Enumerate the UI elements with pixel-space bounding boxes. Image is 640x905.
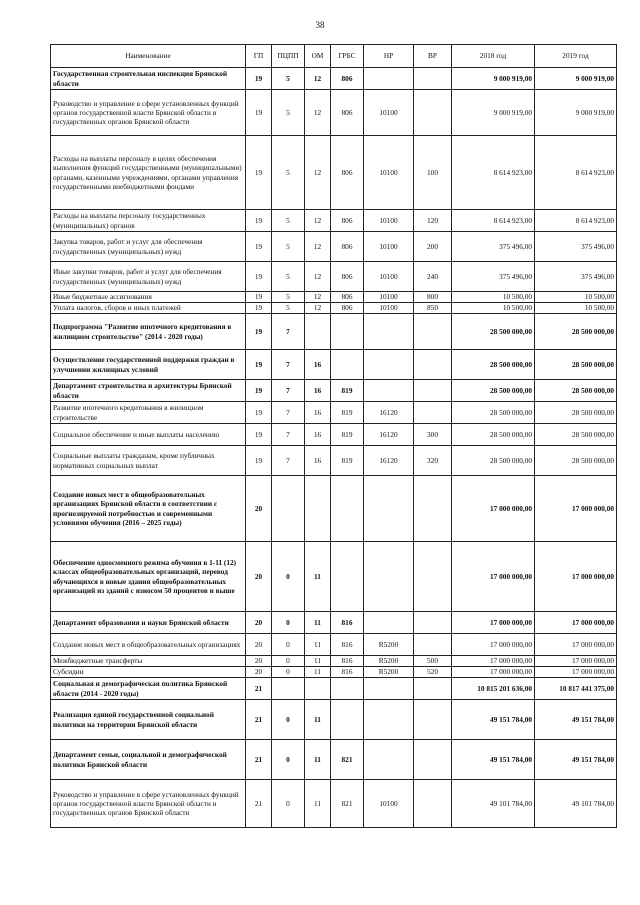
- row-name: Развитие ипотечного кредитования в жилищном строительстве: [51, 402, 246, 424]
- row-nr: R5200: [364, 656, 414, 667]
- row-nr: [364, 314, 414, 350]
- table-row: [51, 262, 617, 292]
- row-vr: 850: [414, 303, 452, 314]
- table-row: [51, 314, 617, 350]
- row-grbs: 806: [331, 90, 364, 136]
- row-amount-2018: 17 000 000,00: [452, 667, 535, 678]
- row-gp: 19: [246, 424, 272, 446]
- table-header-row: [51, 45, 617, 68]
- row-grbs: 806: [331, 136, 364, 210]
- row-om: 16: [305, 446, 331, 476]
- row-amount-2019: 17 000 000,00: [535, 667, 617, 678]
- row-grbs: 819: [331, 424, 364, 446]
- row-pgp: 7: [272, 350, 305, 380]
- row-nr: [364, 68, 414, 90]
- page-number: 38: [315, 20, 325, 30]
- row-om: 12: [305, 136, 331, 210]
- row-gp: 21: [246, 700, 272, 740]
- row-pgp: 5: [272, 210, 305, 232]
- table-row: [51, 634, 617, 656]
- row-gp: 21: [246, 678, 272, 700]
- row-name: Реализация единой государственной социальной политики на территории Брянской области: [51, 700, 246, 740]
- row-om: 12: [305, 90, 331, 136]
- row-name: Социальное обеспечение и иные выплаты населению: [51, 424, 246, 446]
- row-gp: 20: [246, 542, 272, 612]
- row-amount-2018: 28 500 000,00: [452, 402, 535, 424]
- row-name: Подпрограмма "Развитие ипотечного кредитования в жилищном строительстве" (2014 - 2020 годы): [51, 314, 246, 350]
- row-pgp: 7: [272, 380, 305, 402]
- row-gp: 19: [246, 402, 272, 424]
- row-vr: 320: [414, 446, 452, 476]
- column-header-pgp: ПЦПП: [272, 45, 305, 68]
- row-gp: 19: [246, 380, 272, 402]
- row-name: Иные бюджетные ассигнования: [51, 292, 246, 303]
- row-name: Руководство и управление в сфере установленных функций органов государственной власти Брянской области и государственных органов Брянской области: [51, 90, 246, 136]
- row-amount-2018: 28 500 000,00: [452, 446, 535, 476]
- row-pgp: [272, 476, 305, 542]
- table-row: [51, 780, 617, 828]
- table-row: [51, 402, 617, 424]
- row-grbs: [331, 314, 364, 350]
- row-pgp: [272, 678, 305, 700]
- row-om: 11: [305, 740, 331, 780]
- row-name: Социальная и демографическая политика Брянской области (2014 - 2020 годы): [51, 678, 246, 700]
- row-grbs: 816: [331, 667, 364, 678]
- row-grbs: 819: [331, 380, 364, 402]
- row-amount-2019: 10 500,00: [535, 303, 617, 314]
- row-grbs: [331, 476, 364, 542]
- row-pgp: 0: [272, 542, 305, 612]
- table-row: [51, 740, 617, 780]
- table-row: [51, 700, 617, 740]
- row-om: 11: [305, 656, 331, 667]
- row-vr: [414, 314, 452, 350]
- row-om: 16: [305, 424, 331, 446]
- row-name: Руководство и управление в сфере установленных функций органов государственной власти Брянской области и государственных органов Брянской области: [51, 780, 246, 828]
- row-nr: 10100: [364, 136, 414, 210]
- row-pgp: 0: [272, 634, 305, 656]
- table-row: [51, 667, 617, 678]
- row-amount-2018: 28 500 000,00: [452, 314, 535, 350]
- row-gp: 19: [246, 303, 272, 314]
- row-om: 12: [305, 68, 331, 90]
- row-om: 16: [305, 402, 331, 424]
- row-gp: 19: [246, 68, 272, 90]
- row-vr: 520: [414, 667, 452, 678]
- row-grbs: 821: [331, 740, 364, 780]
- column-header-name: Наименование: [51, 45, 246, 68]
- table-row: [51, 292, 617, 303]
- column-header-om: ОМ: [305, 45, 331, 68]
- row-nr: 10100: [364, 292, 414, 303]
- row-om: 11: [305, 780, 331, 828]
- row-name: Уплата налогов, сборов и иных платежей: [51, 303, 246, 314]
- row-amount-2018: 17 000 000,00: [452, 656, 535, 667]
- row-pgp: 0: [272, 700, 305, 740]
- row-om: [305, 476, 331, 542]
- row-nr: 10100: [364, 232, 414, 262]
- row-amount-2019: 9 000 919,00: [535, 68, 617, 90]
- row-pgp: 5: [272, 303, 305, 314]
- row-name: Департамент строительства и архитектуры Брянской области: [51, 380, 246, 402]
- row-pgp: 5: [272, 136, 305, 210]
- row-pgp: 0: [272, 667, 305, 678]
- row-gp: 20: [246, 667, 272, 678]
- row-vr: [414, 780, 452, 828]
- row-vr: 100: [414, 136, 452, 210]
- row-amount-2018: 17 000 000,00: [452, 612, 535, 634]
- table-row: [51, 303, 617, 314]
- row-amount-2019: 49 101 784,00: [535, 780, 617, 828]
- row-nr: 10100: [364, 90, 414, 136]
- row-amount-2019: 17 000 000,00: [535, 656, 617, 667]
- row-pgp: 7: [272, 402, 305, 424]
- table-row: [51, 612, 617, 634]
- row-om: [305, 314, 331, 350]
- table-row: [51, 350, 617, 380]
- row-gp: 20: [246, 612, 272, 634]
- row-grbs: 819: [331, 446, 364, 476]
- row-amount-2019: 17 000 000,00: [535, 542, 617, 612]
- row-nr: [364, 476, 414, 542]
- row-grbs: 806: [331, 292, 364, 303]
- row-name: Социальные выплаты гражданам, кроме публичных нормативных социальных выплат: [51, 446, 246, 476]
- row-name: Департамент семьи, социальной и демографической политики Брянской области: [51, 740, 246, 780]
- row-amount-2018: 28 500 000,00: [452, 380, 535, 402]
- row-om: 12: [305, 303, 331, 314]
- row-grbs: 806: [331, 303, 364, 314]
- row-vr: 200: [414, 232, 452, 262]
- row-gp: 19: [246, 210, 272, 232]
- row-pgp: 0: [272, 612, 305, 634]
- row-amount-2018: 375 496,00: [452, 232, 535, 262]
- row-amount-2019: 17 000 000,00: [535, 634, 617, 656]
- row-name: Расходы на выплаты персоналу в целях обеспечения выполнения функций государственными (муниципальными) органами, казенными учреждениями, органами управления государственными внебюджетными фондами: [51, 136, 246, 210]
- row-vr: [414, 612, 452, 634]
- row-grbs: 821: [331, 780, 364, 828]
- row-nr: 10100: [364, 262, 414, 292]
- row-nr: 16120: [364, 402, 414, 424]
- row-grbs: [331, 542, 364, 612]
- row-amount-2019: 9 000 919,00: [535, 90, 617, 136]
- row-amount-2019: 28 500 000,00: [535, 350, 617, 380]
- column-header-2018: 2018 год: [452, 45, 535, 68]
- row-nr: 16120: [364, 424, 414, 446]
- row-gp: 19: [246, 90, 272, 136]
- table-row: [51, 68, 617, 90]
- row-pgp: 5: [272, 68, 305, 90]
- row-nr: [364, 350, 414, 380]
- row-gp: 21: [246, 740, 272, 780]
- table-row: [51, 424, 617, 446]
- row-vr: 500: [414, 656, 452, 667]
- row-name: Департамент образования и науки Брянской области: [51, 612, 246, 634]
- row-nr: [364, 678, 414, 700]
- row-pgp: 5: [272, 262, 305, 292]
- row-gp: 20: [246, 476, 272, 542]
- row-om: 11: [305, 700, 331, 740]
- row-nr: 10100: [364, 303, 414, 314]
- row-grbs: 806: [331, 210, 364, 232]
- row-vr: 800: [414, 292, 452, 303]
- row-grbs: 806: [331, 68, 364, 90]
- row-name: Иные закупки товаров, работ и услуг для обеспечения государственных (муниципальных) нужд: [51, 262, 246, 292]
- row-om: 16: [305, 350, 331, 380]
- row-vr: [414, 476, 452, 542]
- row-amount-2018: 49 151 784,00: [452, 740, 535, 780]
- table-row: [51, 678, 617, 700]
- row-grbs: 806: [331, 262, 364, 292]
- row-om: 12: [305, 210, 331, 232]
- row-gp: 19: [246, 446, 272, 476]
- row-pgp: 0: [272, 656, 305, 667]
- row-vr: 300: [414, 424, 452, 446]
- row-name: Осуществление государственной поддержки граждан в улучшении жилищных условий: [51, 350, 246, 380]
- row-nr: R5200: [364, 667, 414, 678]
- column-header-vr: ВР: [414, 45, 452, 68]
- row-amount-2019: 10 500,00: [535, 292, 617, 303]
- row-amount-2018: 8 614 923,00: [452, 136, 535, 210]
- row-vr: [414, 380, 452, 402]
- table-row: [51, 232, 617, 262]
- row-amount-2018: 17 000 000,00: [452, 542, 535, 612]
- row-amount-2019: 8 614 923,00: [535, 210, 617, 232]
- row-pgp: 5: [272, 90, 305, 136]
- row-om: 11: [305, 612, 331, 634]
- row-vr: [414, 740, 452, 780]
- row-amount-2018: 10 500,00: [452, 303, 535, 314]
- row-amount-2019: 49 151 784,00: [535, 700, 617, 740]
- row-om: 12: [305, 262, 331, 292]
- row-amount-2019: 28 500 000,00: [535, 446, 617, 476]
- table-row: [51, 656, 617, 667]
- row-gp: 19: [246, 350, 272, 380]
- row-gp: 20: [246, 634, 272, 656]
- row-grbs: 816: [331, 656, 364, 667]
- table-row: [51, 90, 617, 136]
- row-nr: 16120: [364, 446, 414, 476]
- table-row: [51, 136, 617, 210]
- row-amount-2018: 8 614 923,00: [452, 210, 535, 232]
- row-amount-2018: 49 151 784,00: [452, 700, 535, 740]
- row-vr: [414, 90, 452, 136]
- row-pgp: 0: [272, 780, 305, 828]
- row-om: 16: [305, 380, 331, 402]
- row-nr: R5200: [364, 634, 414, 656]
- row-gp: 19: [246, 314, 272, 350]
- row-amount-2019: 10 817 441 375,00: [535, 678, 617, 700]
- row-name: Государственная строительная инспекция Брянской области: [51, 68, 246, 90]
- row-amount-2018: 28 500 000,00: [452, 424, 535, 446]
- row-amount-2019: 8 614 923,00: [535, 136, 617, 210]
- table-row: [51, 210, 617, 232]
- row-om: 12: [305, 232, 331, 262]
- row-grbs: [331, 700, 364, 740]
- row-pgp: 5: [272, 232, 305, 262]
- row-name: Межбюджетные трансферты: [51, 656, 246, 667]
- row-pgp: 0: [272, 740, 305, 780]
- row-gp: 19: [246, 136, 272, 210]
- row-amount-2018: 10 500,00: [452, 292, 535, 303]
- row-nr: [364, 612, 414, 634]
- table-row: [51, 476, 617, 542]
- row-name: Создание новых мест в общеобразовательных организациях: [51, 634, 246, 656]
- row-grbs: [331, 678, 364, 700]
- row-amount-2019: 28 500 000,00: [535, 314, 617, 350]
- row-nr: [364, 740, 414, 780]
- row-om: 11: [305, 634, 331, 656]
- row-name: Обеспечение односменного режима обучения в 1-11 (12) классах общеобразовательных организаций, перевод обучающихся в новые здания общеобразовательных организаций из зданий с износом 50 процентов и выше: [51, 542, 246, 612]
- row-amount-2019: 28 500 000,00: [535, 402, 617, 424]
- row-pgp: 5: [272, 292, 305, 303]
- row-vr: [414, 700, 452, 740]
- row-amount-2019: 375 496,00: [535, 232, 617, 262]
- table-row: [51, 380, 617, 402]
- row-amount-2018: 10 815 201 636,00: [452, 678, 535, 700]
- row-name: Субсидии: [51, 667, 246, 678]
- row-grbs: 816: [331, 612, 364, 634]
- row-vr: [414, 68, 452, 90]
- row-amount-2019: 49 151 784,00: [535, 740, 617, 780]
- row-amount-2019: 17 000 000,00: [535, 476, 617, 542]
- row-name: Расходы на выплаты персоналу государственных (муниципальных) органов: [51, 210, 246, 232]
- row-amount-2018: 17 000 000,00: [452, 634, 535, 656]
- row-amount-2019: 28 500 000,00: [535, 380, 617, 402]
- row-om: [305, 678, 331, 700]
- row-vr: 120: [414, 210, 452, 232]
- row-vr: [414, 678, 452, 700]
- row-om: 11: [305, 667, 331, 678]
- row-gp: 19: [246, 262, 272, 292]
- row-amount-2018: 375 496,00: [452, 262, 535, 292]
- row-om: 12: [305, 292, 331, 303]
- row-amount-2019: 28 500 000,00: [535, 424, 617, 446]
- row-gp: 20: [246, 656, 272, 667]
- table-body: [51, 68, 617, 828]
- row-amount-2019: 17 000 000,00: [535, 612, 617, 634]
- column-header-nr: НР: [364, 45, 414, 68]
- row-gp: 19: [246, 232, 272, 262]
- row-grbs: [331, 350, 364, 380]
- row-amount-2019: 375 496,00: [535, 262, 617, 292]
- row-gp: 19: [246, 292, 272, 303]
- row-grbs: 816: [331, 634, 364, 656]
- row-vr: [414, 350, 452, 380]
- row-vr: 240: [414, 262, 452, 292]
- row-nr: [364, 700, 414, 740]
- row-name: Закупка товаров, работ и услуг для обеспечения государственных (муниципальных) нужд: [51, 232, 246, 262]
- row-om: 11: [305, 542, 331, 612]
- row-nr: 10100: [364, 210, 414, 232]
- row-grbs: 819: [331, 402, 364, 424]
- column-header-2019: 2019 год: [535, 45, 617, 68]
- row-pgp: 7: [272, 314, 305, 350]
- row-amount-2018: 9 000 919,00: [452, 90, 535, 136]
- row-amount-2018: 28 500 000,00: [452, 350, 535, 380]
- row-amount-2018: 49 101 784,00: [452, 780, 535, 828]
- column-header-gp: ГП: [246, 45, 272, 68]
- row-amount-2018: 17 000 000,00: [452, 476, 535, 542]
- row-nr: 10100: [364, 780, 414, 828]
- column-header-grbs: ГРБС: [331, 45, 364, 68]
- table-row: [51, 542, 617, 612]
- row-pgp: 7: [272, 446, 305, 476]
- row-nr: [364, 542, 414, 612]
- row-nr: [364, 380, 414, 402]
- row-vr: [414, 542, 452, 612]
- row-grbs: 806: [331, 232, 364, 262]
- row-pgp: 7: [272, 424, 305, 446]
- row-amount-2018: 9 000 919,00: [452, 68, 535, 90]
- row-gp: 21: [246, 780, 272, 828]
- row-vr: [414, 634, 452, 656]
- budget-table: [50, 44, 617, 828]
- table-row: [51, 446, 617, 476]
- row-vr: [414, 402, 452, 424]
- row-name: Создание новых мест в общеобразовательных организациях Брянской области в соответствии с прогнозируемой потребностью и современными условиями обучения (2016 – 2025 годы): [51, 476, 246, 542]
